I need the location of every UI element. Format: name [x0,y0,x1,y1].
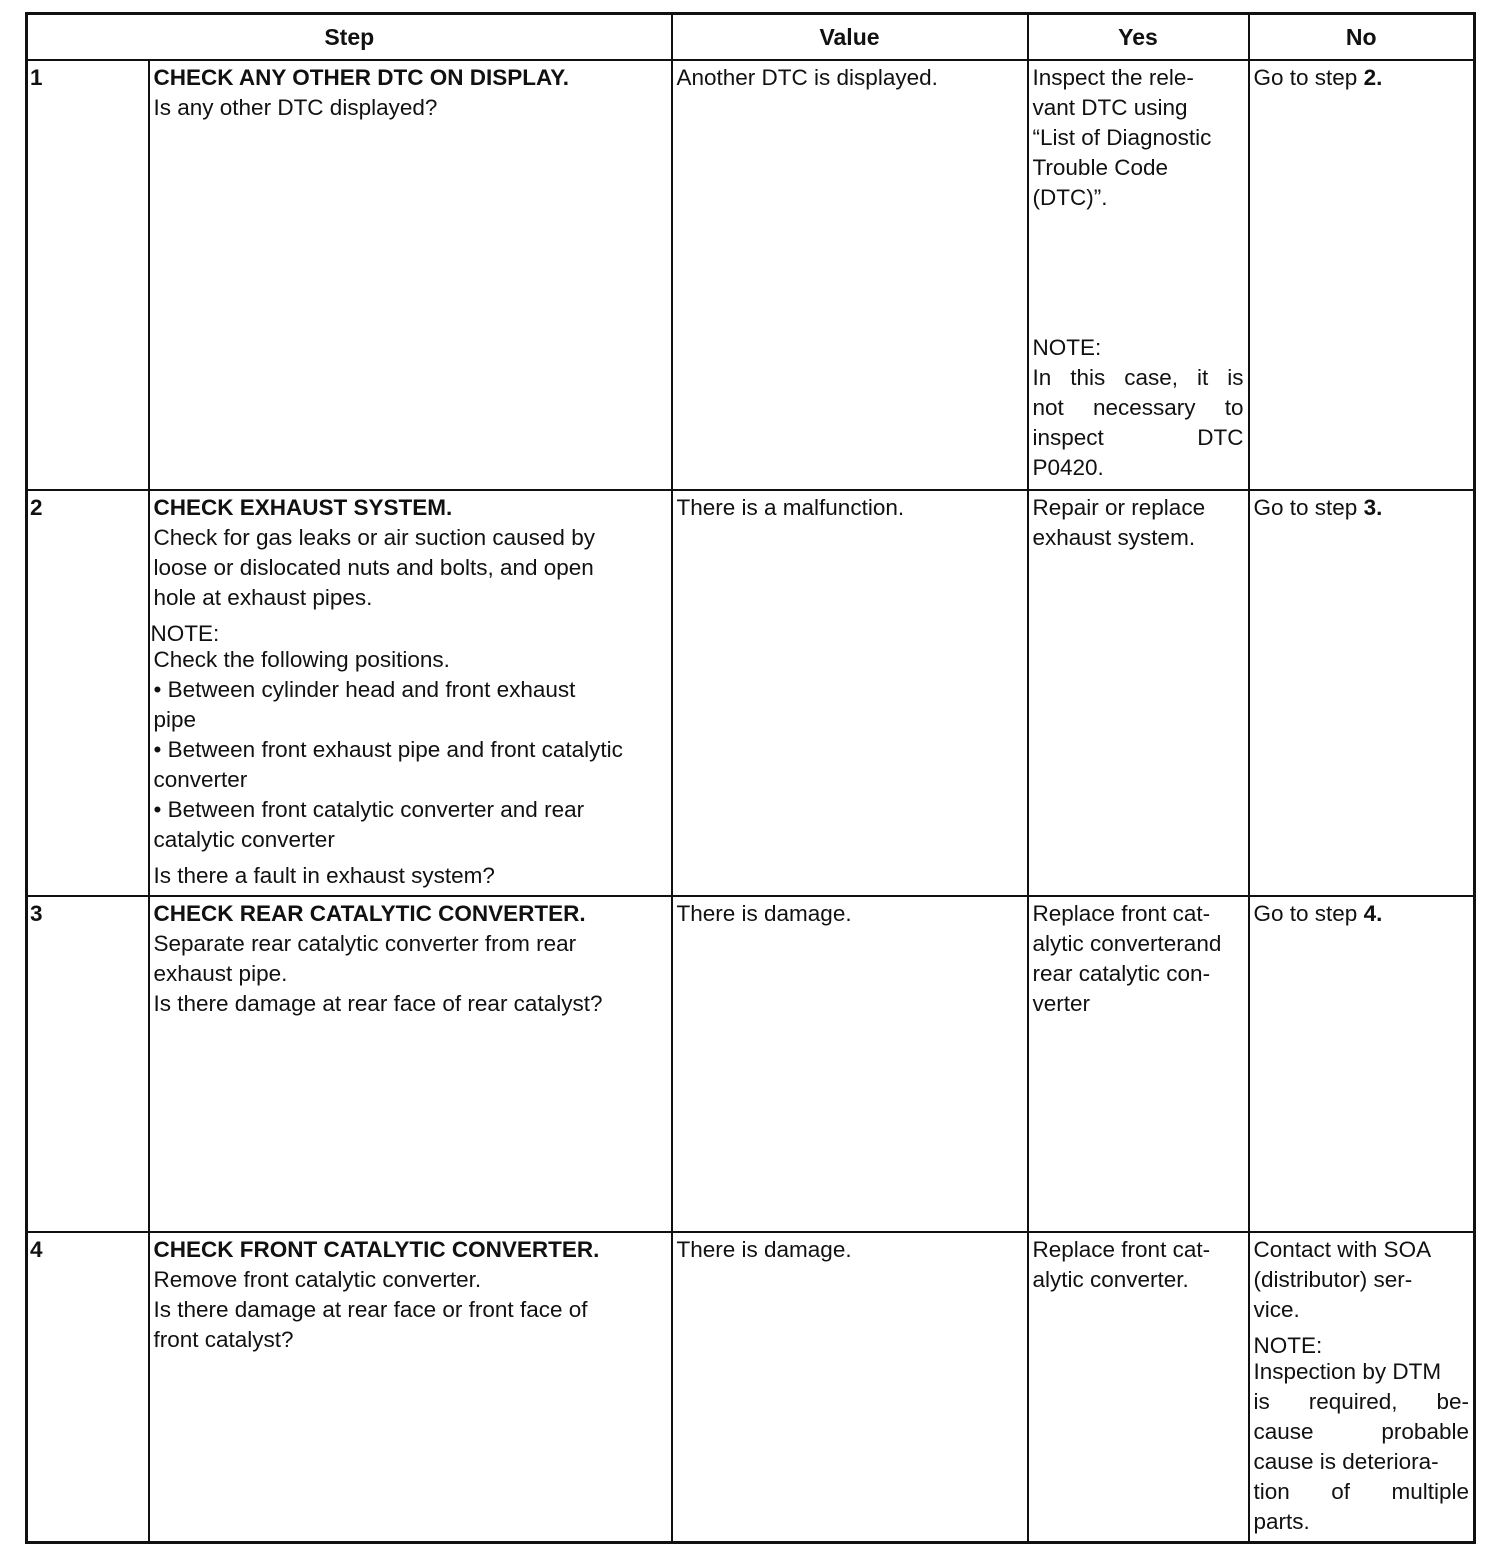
note-text: is required, be- [1253,1389,1469,1414]
bullet-text: catalytic converter [153,827,335,852]
no-cell [1249,60,1475,490]
diagnostic-table [25,12,1476,1544]
bullet-text: converter [153,767,248,792]
yes-text: Inspect the rele- [1032,65,1194,90]
note-text: tion of multiple [1253,1479,1469,1504]
note-text: parts. [1253,1509,1310,1534]
bullet-item [154,675,667,735]
step-description [149,1232,672,1543]
bullet-text: • Between front catalytic converter and rear [153,797,585,822]
value-cell: There is damage. [672,1232,1028,1543]
header-yes: Yes [1028,14,1249,61]
step-number: 3 [27,896,149,1232]
yes-text: exhaust system. [1032,525,1196,550]
step-text: loose or dislocated nuts and bolts, and open [153,555,594,580]
step-description [149,490,672,896]
value-cell: Another DTC is displayed. [672,60,1028,490]
value-cell: There is a malfunction. [672,490,1028,896]
note-text: not necessary to [1032,395,1244,420]
no-text: Contact with SOA [1253,1237,1432,1262]
note-text: P0420. [1032,455,1104,480]
step-text: hole at exhaust pipes. [153,585,373,610]
note-text: Inspection by DTM [1253,1359,1442,1384]
note-label: NOTE: [1253,1333,1323,1358]
no-text: (distributor) ser- [1253,1267,1413,1292]
no-cell [1249,490,1475,896]
bullet-text: • Between front exhaust pipe and front catalytic [153,737,623,762]
yes-text: rear catalytic con- [1032,961,1211,986]
yes-text: alytic converterand [1032,931,1222,956]
yes-text: vant DTC using [1032,95,1188,120]
yes-text: (DTC)”. [1032,185,1108,210]
note-text: Check the following positions. [153,647,450,672]
step-title: CHECK ANY OTHER DTC ON DISPLAY. [153,65,569,90]
note-label: NOTE: [1032,335,1102,360]
note-text: In this case, it is [1032,365,1244,390]
no-text: vice. [1253,1297,1300,1322]
note-label: NOTE: [150,621,220,646]
step-text: Is any other DTC displayed? [153,95,438,120]
yes-text: Repair or replace [1032,495,1206,520]
step-text: Remove front catalytic converter. [153,1267,482,1292]
bullet-text: • Between cylinder head and front exhaust [153,677,576,702]
yes-text: “List of Diagnostic [1032,125,1212,150]
table-row [27,490,1475,896]
no-step-ref: 3. [1363,495,1383,520]
header-step: Step [27,14,672,61]
value-cell: There is damage. [672,896,1028,1232]
table-row [27,1232,1475,1543]
step-title: CHECK REAR CATALYTIC CONVERTER. [153,901,586,926]
note-text: cause probable [1253,1419,1469,1444]
no-step-ref: 2. [1363,65,1383,90]
step-description [149,60,672,490]
no-cell [1249,896,1475,1232]
step-title: CHECK FRONT CATALYTIC CONVERTER. [153,1237,600,1262]
step-text: Is there damage at rear face or front face of [153,1297,588,1322]
yes-text: verter [1032,991,1091,1016]
yes-text: Replace front cat- [1032,901,1211,926]
step-number: 2 [27,490,149,896]
table-row [27,60,1475,490]
bullet-item [154,735,667,795]
table-row [27,896,1475,1232]
yes-cell [1028,1232,1249,1543]
no-cell [1249,1232,1475,1543]
step-title: CHECK EXHAUST SYSTEM. [153,495,453,520]
no-text: Go to step [1253,495,1364,520]
yes-cell [1028,60,1249,490]
step-question: Is there a fault in exhaust system? [153,863,495,888]
bullet-text: pipe [153,707,197,732]
step-number: 4 [27,1232,149,1543]
header-value: Value [672,14,1028,61]
yes-text: Replace front cat- [1032,1237,1211,1262]
note-text: inspect DTC [1032,425,1244,450]
step-text: Separate rear catalytic converter from rear [153,931,577,956]
step-text: exhaust pipe. [153,961,288,986]
step-text: Check for gas leaks or air suction caused by [153,525,595,550]
no-text: Go to step [1253,901,1364,926]
step-text: Is there damage at rear face of rear catalyst? [153,991,603,1016]
no-step-ref: 4. [1363,901,1383,926]
header-no: No [1249,14,1475,61]
yes-cell [1028,490,1249,896]
bullet-item [154,795,667,855]
step-text: front catalyst? [153,1327,294,1352]
step-description [149,896,672,1232]
yes-text: Trouble Code [1032,155,1168,180]
no-text: Go to step [1253,65,1364,90]
table-header-row [27,14,1475,61]
yes-text: alytic converter. [1032,1267,1189,1292]
note-text: cause is deteriora- [1253,1449,1439,1474]
yes-cell [1028,896,1249,1232]
step-number: 1 [27,60,149,490]
